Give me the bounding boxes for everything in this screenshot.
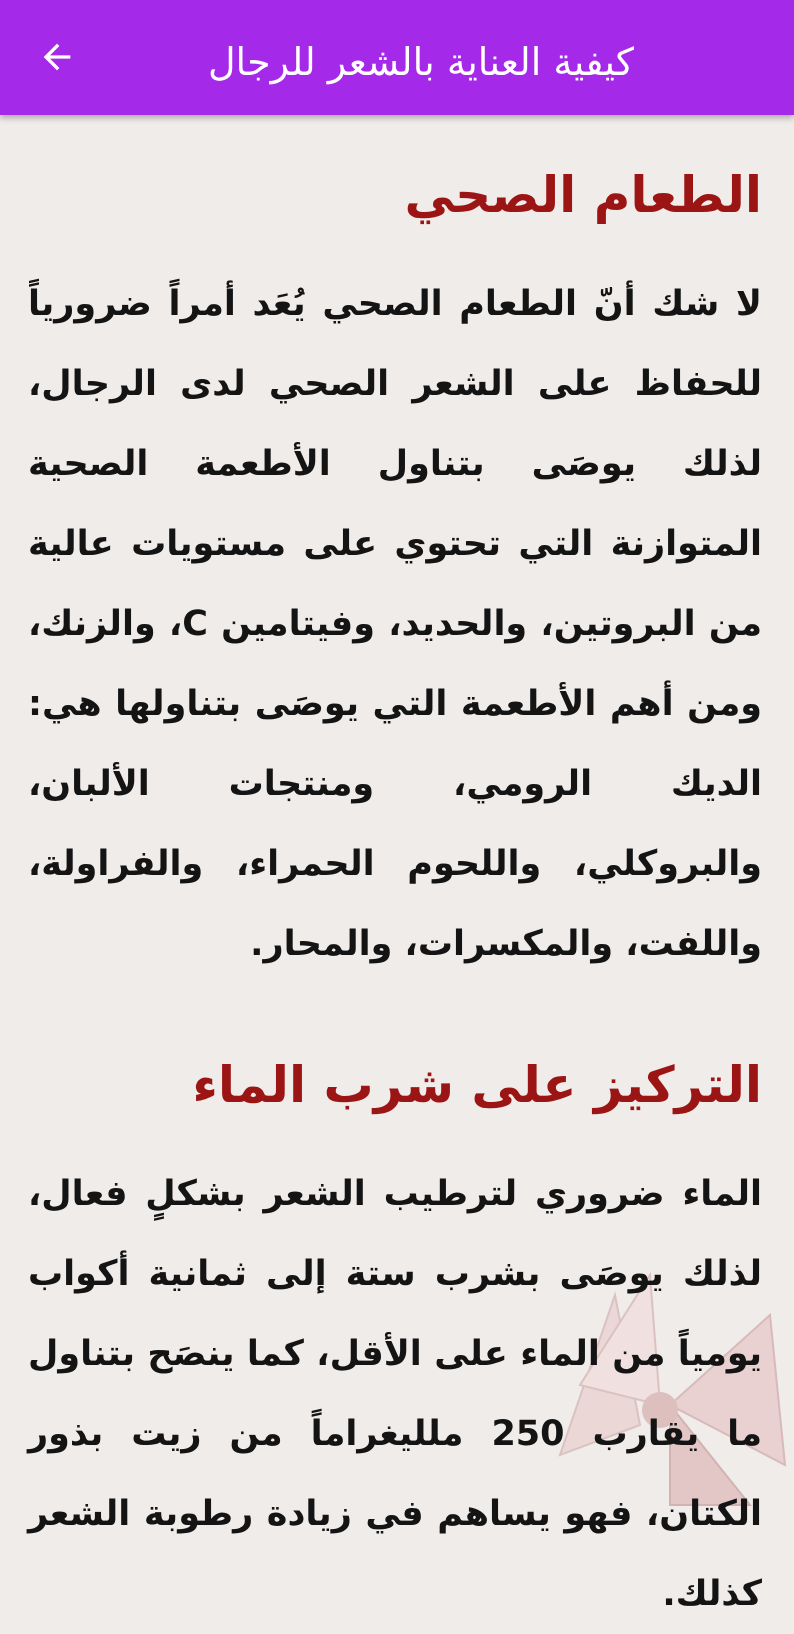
section-drinking-water	[28, 1030, 762, 1634]
page-title: كيفية العناية بالشعر للرجال	[207, 40, 634, 84]
section-title: التركيز على شرب الماء	[192, 1056, 762, 1114]
article-content	[28, 140, 762, 1634]
back-button[interactable]	[28, 28, 86, 86]
arrow-back-icon	[37, 37, 77, 77]
section-healthy-food	[28, 140, 762, 984]
app-bar	[0, 0, 794, 115]
section-body: لا شك أنّ الطعام الصحي يُعَد أمراً ضرورياً للحفاظ على الشعر الصحي لدى الرجال، لذلك يوصَى بتناول الأطعمة الصحية المتوازنة التي تحتوي على مستويات عالية من البروتين، والحديد، وفيتامين C، والزنك، ومن أهم الأطعمة التي يوصَى بتناولها هي: الديك الرومي، ومنتجات الألبان، والبروكلي، واللحوم الحمراء، والفراولة، واللفت، والمكسرات، والمحار.	[28, 284, 762, 964]
section-body: الماء ضروري لترطيب الشعر بشكلٍ فعال، لذلك يوصَى بشرب ستة إلى ثمانية أكواب يومياً من الماء على الأقل، كما ينصَح بتناول ما يقارب 250 ملليغراماً من زيت بذور الكتان، فهو يساهم في زيادة رطوبة الشعر كذلك.	[28, 1174, 762, 1614]
section-title: الطعام الصحي	[404, 166, 762, 224]
